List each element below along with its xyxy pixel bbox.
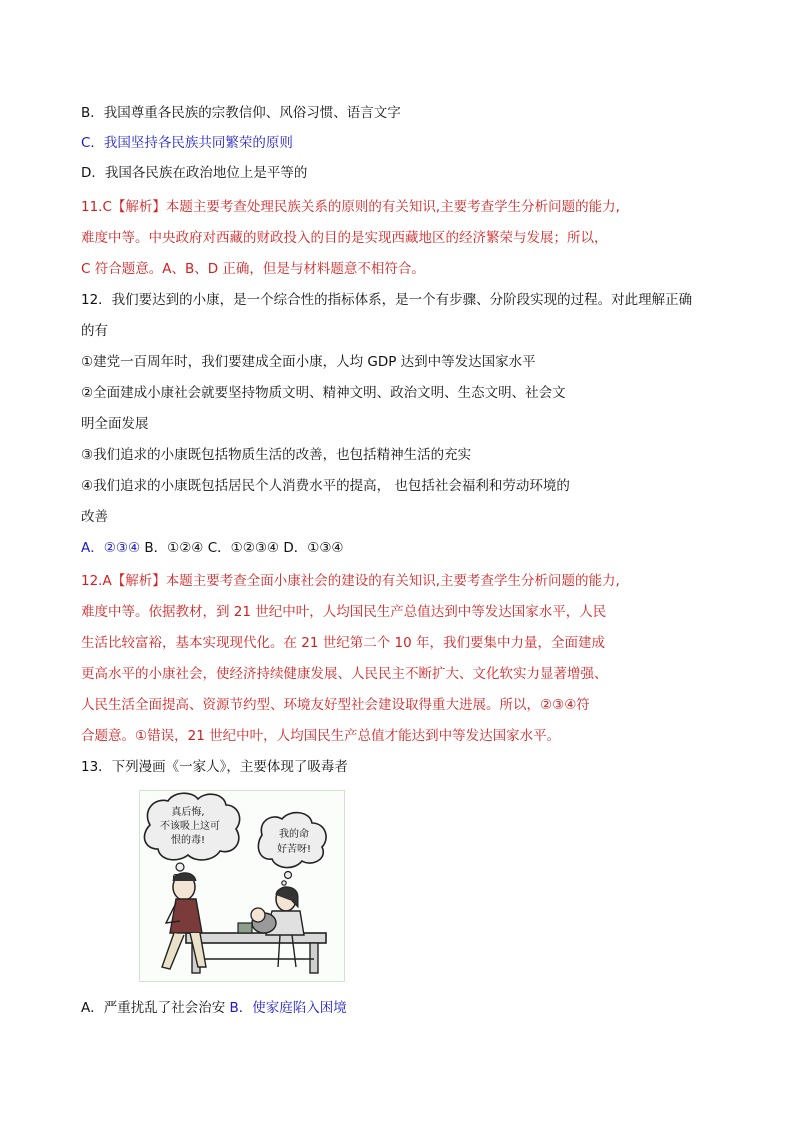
q13-options (81, 999, 347, 1017)
q12-item: 明全面发展 (81, 416, 149, 432)
q12-options-rest: B．①②④ C．①②③④ D．①③④ (140, 540, 344, 556)
q11-option-d: D．我国各民族在政治地位上是平等的 (81, 165, 308, 181)
q12-item: ①建党一百周年时，我们要建成全面小康，人均 GDP 达到中等发达国家水平 (81, 354, 536, 370)
q11-option-b: B．我国尊重各民族的宗教信仰、风俗习惯、语言文字 (81, 105, 401, 121)
q12-analysis-line: 难度中等。依据教材，到 21 世纪中叶，人均国民生产总值达到中等发达国家水平，人民 (81, 604, 607, 620)
q13-option-b: B．使家庭陷入困境 (225, 1000, 347, 1016)
bench (186, 933, 326, 973)
bubble-left-text: 真后悔, (171, 807, 205, 818)
thought-bubble-right (258, 813, 326, 886)
q11-analysis-line: 难度中等。中央政府对西藏的财政投入的目的是实现西藏地区的经济繁荣与发展；所以， (81, 230, 608, 246)
bubble-left-text: 不该吸上这可 (160, 821, 220, 832)
family-comic-illustration (139, 790, 345, 982)
q12-options (81, 539, 344, 557)
q11-analysis-line: C 符合题意。A、B、D 正确，但是与材料题意不相符合。 (81, 261, 425, 277)
q12-item: ③我们追求的小康既包括物质生活的改善，也包括精神生活的充实 (81, 447, 472, 463)
q13-option-a: A．严重扰乱了社会治安 (81, 1000, 226, 1016)
q13-stem: 13．下列漫画《一家人》，主要体现了吸毒者 (81, 759, 348, 775)
q12-analysis-line: 生活比较富裕，基本实现现代化。在 21 世纪第二个 10 年，我们要集中力量，全面建成 (81, 635, 606, 651)
man-figure (162, 873, 206, 969)
q11-option-c: C．我国坚持各民族共同繁荣的原则 (81, 135, 293, 151)
q12-option-a: A．②③④ (81, 540, 141, 556)
bubble-right-text: 我的命 (279, 829, 309, 840)
q12-item: ④我们追求的小康既包括居民个人消费水平的提高， 也包括社会福利和劳动环境的 (81, 478, 570, 494)
q12-analysis-line: 合题意。①错误，21 世纪中叶，人均国民生产总值才能达到中等发达国家水平。 (81, 728, 561, 744)
q12-stem-line: 12．我们要达到的小康，是一个综合性的指标体系，是一个有步骤、分阶段实现的过程。对此理解正确 (81, 292, 693, 308)
q12-item: 改善 (81, 509, 108, 525)
bubble-right-text: 好苦呀! (276, 844, 312, 855)
q12-stem-line: 的有 (81, 323, 108, 339)
bubble-left-text: 恨的毒! (170, 835, 206, 846)
q12-item: ②全面建成小康社会就要坚持物质文明、精神文明、政治文明、生态文明、社会文 (81, 385, 566, 401)
q12-analysis-line: 更高水平的小康社会，使经济持续健康发展、人民民主不断扩大、文化软实力显著增强、 (81, 666, 608, 682)
q12-analysis-line: 12.A【解析】本题主要考查全面小康社会的建设的有关知识,主要考查学生分析问题的能力, (81, 573, 620, 589)
woman-with-baby-figure (238, 887, 304, 967)
thought-bubble-left (144, 793, 239, 879)
q12-analysis-line: 人民生活全面提高、资源节约型、环境友好型社会建设取得重大进展。所以，②③④符 (81, 697, 590, 713)
q11-analysis-line: 11.C【解析】本题主要考查处理民族关系的原则的有关知识,主要考查学生分析问题的能力, (81, 199, 620, 215)
